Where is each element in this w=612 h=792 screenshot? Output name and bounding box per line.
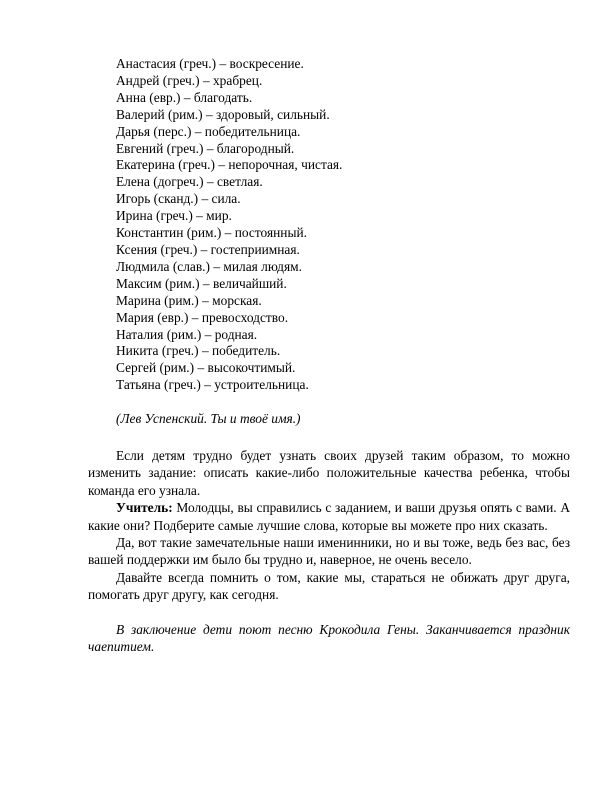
teacher-speech: Молодцы, вы справились с заданием, и ваши друзья опять с вами. А какие они? Подберите самые лучшие слова, которые вы можете про них сказать.: [88, 500, 570, 533]
list-item: Андрей (греч.) – храбрец.: [116, 72, 263, 88]
list-item: Ирина (греч.) – мир.: [116, 208, 232, 224]
list-item: Дарья (перс.) – победительница.: [116, 123, 301, 139]
list-item: Максим (рим.) – величайший.: [116, 275, 287, 291]
list-item: Елена (догреч.) – светлая.: [116, 174, 263, 190]
list-item: Анастасия (греч.) – воскресение.: [116, 56, 304, 71]
name-meanings-list: [116, 56, 342, 394]
list-item: Людмила (слав.) – милая людям.: [116, 258, 302, 274]
list-item: Екатерина (греч.) – непорочная, чистая.: [116, 157, 343, 173]
list-item: Игорь (сканд.) – сила.: [116, 191, 241, 207]
paragraph-birthday: Да, вот такие замечательные наши именинники, но и вы тоже, ведь без вас, без вашей поддержки им было бы трудно и, наверное, не очень весело.: [88, 535, 570, 568]
list-item: Константин (рим.) – постоянный.: [116, 225, 307, 241]
paragraph-conclusion: В заключение дети поют песню Крокодила Гены. Заканчивается праздник чаепитием.: [88, 621, 570, 655]
list-item: Анна (евр.) – благодать.: [116, 89, 253, 105]
speaker-label: Учитель:: [116, 500, 173, 516]
body-text: [88, 447, 570, 655]
list-item: Татьяна (греч.) – устроительница.: [116, 377, 309, 393]
list-item: Валерий (рим.) – здоровый, сильный.: [116, 106, 330, 122]
list-item: Наталия (рим.) – родная.: [116, 326, 258, 342]
paragraph-teacher: [88, 499, 570, 534]
list-item: Евгений (греч.) – благородный.: [116, 140, 295, 156]
list-item: Марина (рим.) – морская.: [116, 292, 262, 308]
list-item: Никита (греч.) – победитель.: [116, 343, 281, 359]
paragraph-remember: Давайте всегда помнить о том, какие мы, стараться не обижать друг друга, помогать друг другу, как сегодня.: [88, 569, 570, 603]
list-item: Сергей (рим.) – высокочтимый.: [116, 360, 296, 376]
list-item: Ксения (греч.) – гостеприимная.: [116, 241, 300, 257]
list-item: Мария (евр.) – превосходство.: [116, 309, 289, 325]
source-citation: (Лев Успенский. Ты и твоё имя.): [116, 411, 301, 426]
paragraph-task-change: Если детям трудно будет узнать своих друзей таким образом, то можно изменить задание: описать какие-либо положительные качества ребенка, чтобы команда его узнала.: [88, 448, 570, 498]
